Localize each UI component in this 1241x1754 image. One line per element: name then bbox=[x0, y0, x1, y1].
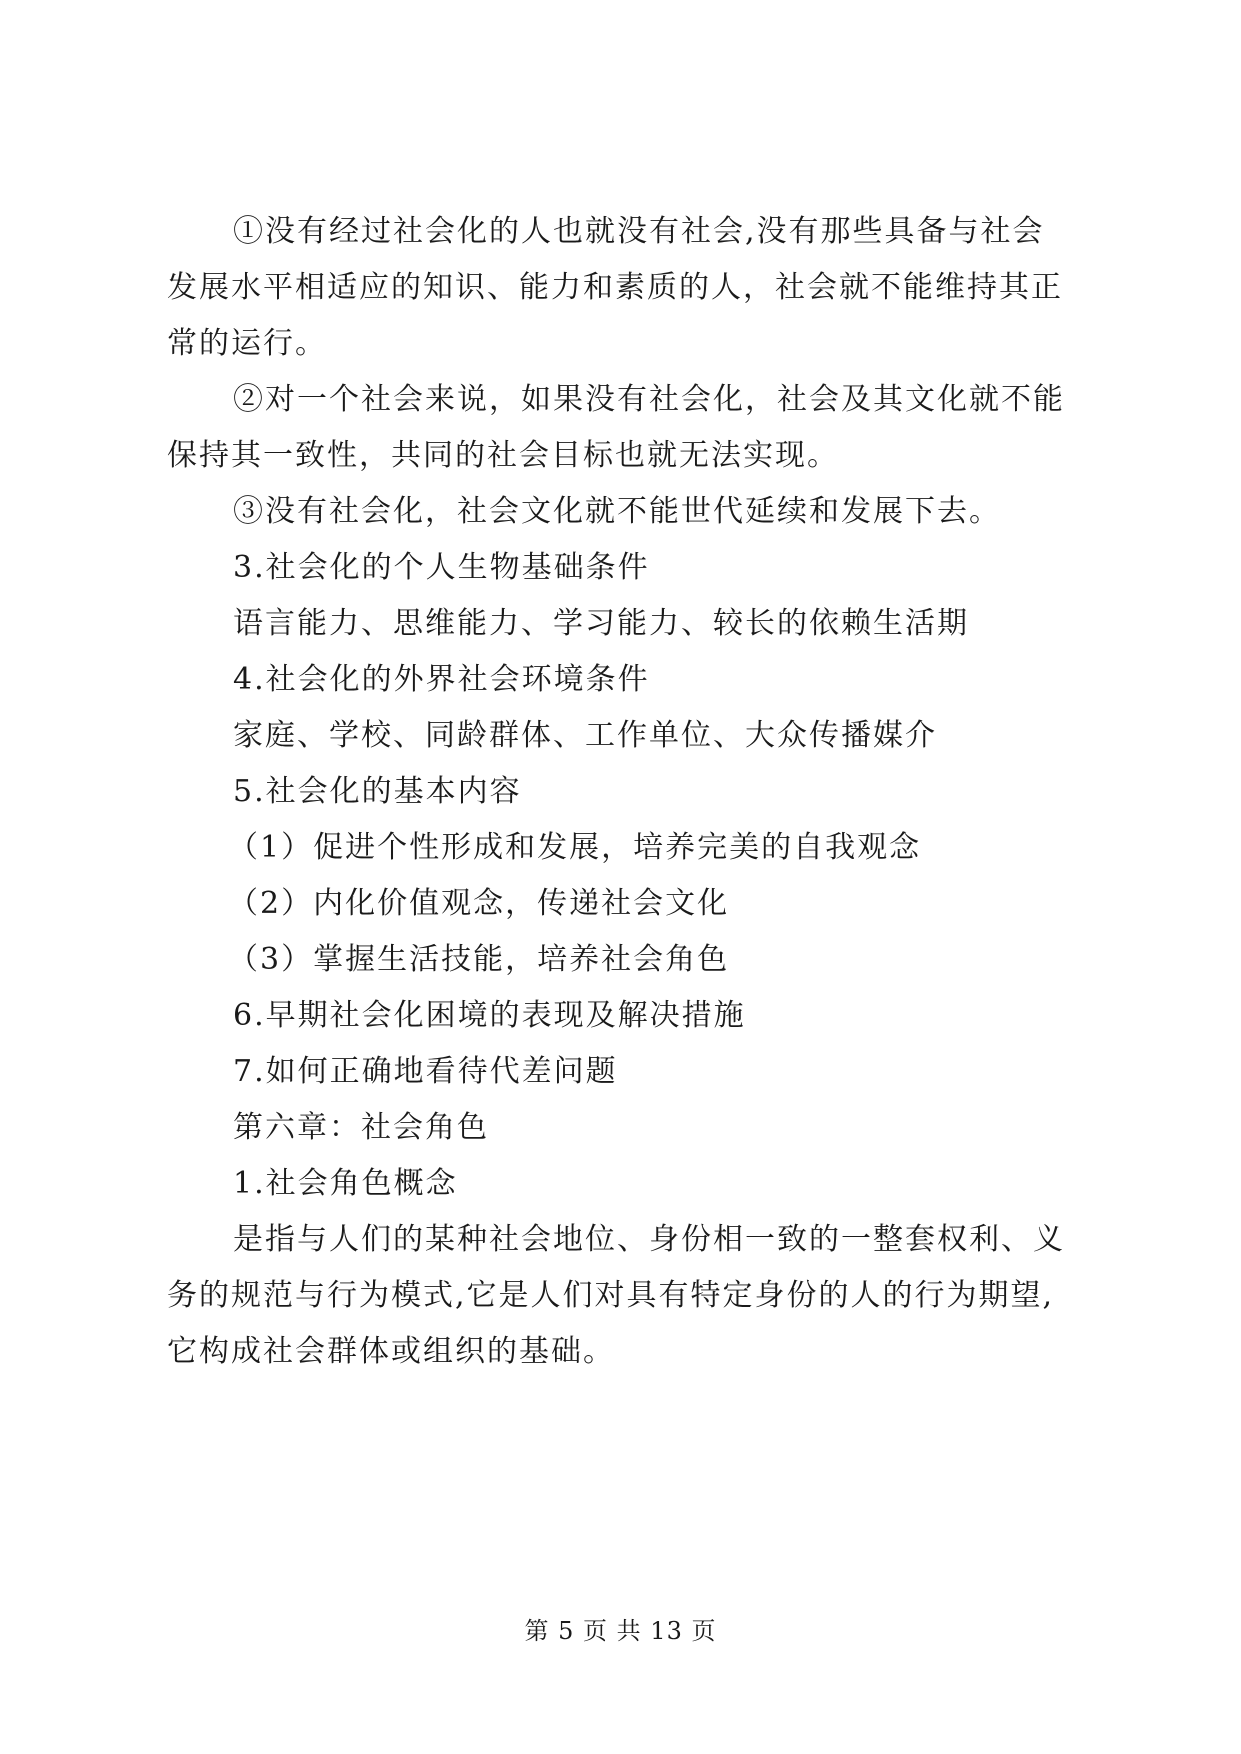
chapter-section-1: 1.社会角色概念 bbox=[233, 1166, 458, 1201]
text-4: 家庭、学校、同龄群体、工作单位、大众传播媒介 bbox=[233, 718, 937, 753]
paragraph-1-line-2: 发展水平相适应的知识、能力和素质的人，社会就不能维持其正 bbox=[167, 270, 1063, 305]
heading-4: 4.社会化的外界社会环境条件 bbox=[233, 662, 650, 697]
definition-line-1: 是指与人们的某种社会地位、身份相一致的一整套权利、义 bbox=[233, 1222, 1065, 1257]
heading-6: 6.早期社会化困境的表现及解决措施 bbox=[233, 998, 746, 1033]
heading-3: 3.社会化的个人生物基础条件 bbox=[233, 550, 650, 585]
definition-line-3: 它构成社会群体或组织的基础。 bbox=[167, 1334, 615, 1369]
paragraph-1-line-1: ①没有经过社会化的人也就没有社会,没有那些具备与社会 bbox=[233, 214, 1045, 249]
paragraph-3: ③没有社会化，社会文化就不能世代延续和发展下去。 bbox=[233, 494, 1001, 529]
paragraph-2-line-2: 保持其一致性，共同的社会目标也就无法实现。 bbox=[167, 438, 839, 473]
list-item-5-2: （2）内化价值观念，传递社会文化 bbox=[228, 886, 730, 921]
paragraph-2-line-1: ②对一个社会来说，如果没有社会化，社会及其文化就不能 bbox=[233, 382, 1065, 417]
list-item-5-3: （3）掌握生活技能，培养社会角色 bbox=[228, 942, 730, 977]
text-3: 语言能力、思维能力、学习能力、较长的依赖生活期 bbox=[233, 606, 969, 641]
heading-7: 7.如何正确地看待代差问题 bbox=[233, 1054, 618, 1089]
definition-line-2: 务的规范与行为模式,它是人们对具有特定身份的人的行为期望, bbox=[167, 1278, 1055, 1313]
page-footer: 第 5 页 共 13 页 bbox=[524, 1617, 717, 1645]
paragraph-1-line-3: 常的运行。 bbox=[167, 326, 327, 361]
chapter-title: 第六章：社会角色 bbox=[233, 1110, 489, 1145]
heading-5: 5.社会化的基本内容 bbox=[233, 774, 522, 809]
list-item-5-1: （1）促进个性形成和发展，培养完美的自我观念 bbox=[228, 830, 922, 865]
